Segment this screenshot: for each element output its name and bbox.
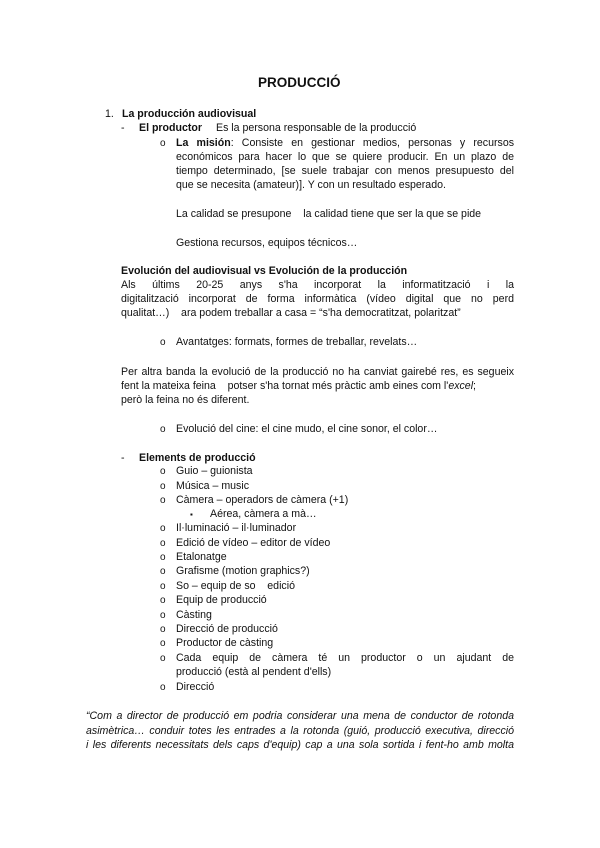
- circle-bullet: o: [160, 337, 166, 348]
- list-item: Càmera – operadors de càmera (+1): [176, 494, 349, 506]
- dash-bullet: -: [121, 122, 125, 134]
- avantatges-text: Avantatges: formats, formes de treballar, revelats…: [176, 336, 418, 348]
- list-item: Música – music: [176, 480, 249, 492]
- quote-line-2: asimètrica… conduir totes les entrades a la rotonda (guió, producció executiva, direcció: [86, 725, 514, 737]
- mision-line-3: tiempo determinado, [se suele trabajar con menos presupuesto del: [176, 165, 514, 177]
- list-item-continuation: producció (està al pendent d'ells): [176, 666, 332, 678]
- list-item: Il·luminació – il·luminador: [176, 522, 297, 534]
- mision-label: La misión: [176, 137, 231, 149]
- dash-bullet: -: [121, 452, 125, 464]
- circle-bullet: o: [160, 523, 166, 534]
- page-title: PRODUCCIÓ: [258, 75, 341, 90]
- circle-bullet: o: [160, 138, 166, 149]
- list-item: Etalonatge: [176, 551, 227, 563]
- circle-bullet: o: [160, 682, 166, 693]
- circle-bullet: o: [160, 610, 166, 621]
- list-item: Grafisme (motion graphics?): [176, 565, 310, 577]
- circle-bullet: o: [160, 538, 166, 549]
- paragraph-line-3: però la feina no és diferent.: [121, 394, 250, 406]
- paragraph-line-1: Per altra banda la evolució de la producció no ha canviat gairebé res, es segueix: [121, 366, 514, 378]
- circle-bullet: o: [160, 638, 166, 649]
- excel-word: excel: [448, 380, 474, 392]
- list-item: Direcció de producció: [176, 623, 278, 635]
- gestiona-text: Gestiona recursos, equipos técnicos…: [176, 237, 358, 249]
- elements-heading: Elements de producció: [139, 452, 256, 464]
- productor-text: Es la persona responsable de la producció: [216, 122, 417, 134]
- circle-bullet: o: [160, 624, 166, 635]
- square-bullet: ▪: [190, 510, 193, 519]
- evolucion-line-1: Als últims 20-25 anys s'ha incorporat la informatització i la: [121, 279, 514, 291]
- productor-label: El productor: [139, 122, 202, 134]
- section-heading: La producción audiovisual: [122, 108, 257, 120]
- circle-bullet: o: [160, 566, 166, 577]
- paragraph-line-2-end: ;: [473, 380, 476, 392]
- evolucion-heading: Evolución del audiovisual vs Evolución de la producción: [121, 265, 408, 277]
- circle-bullet: o: [160, 552, 166, 563]
- list-item: Productor de càsting: [176, 637, 274, 649]
- circle-bullet: o: [160, 481, 166, 492]
- mision-line-1: [176, 137, 514, 150]
- evolucion-line-2: digitalització incorporat de forma informàtica (vídeo digital que no perd: [121, 293, 514, 305]
- list-item: Cada equip de càmera té un productor o un ajudant de: [176, 652, 514, 664]
- mision-line-4: que se necesita (amateur)]. Y con un resultado esperado.: [176, 179, 446, 191]
- list-item: Equip de producció: [176, 594, 267, 606]
- cine-text: Evolució del cine: el cine mudo, el cine sonor, el color…: [176, 423, 438, 435]
- list-item: Càsting: [176, 609, 212, 621]
- calidad-text: La calidad se presupone la calidad tiene que ser la que se pide: [176, 208, 482, 220]
- mision-line-2: económicos para hacer lo que se quiere producir. En un plazo de: [176, 151, 514, 163]
- list-item: Guio – guionista: [176, 465, 253, 477]
- circle-bullet: o: [160, 424, 166, 435]
- circle-bullet: o: [160, 653, 166, 664]
- circle-bullet: o: [160, 495, 166, 506]
- paragraph-line-2: [121, 380, 476, 393]
- list-item: Edició de vídeo – editor de vídeo: [176, 537, 331, 549]
- circle-bullet: o: [160, 595, 166, 606]
- quote-line-3: i les diferents necessitats dels caps d'equip) cap a una sola sortida i fent-ho amb molta: [86, 739, 514, 751]
- quote-line-1: “Com a director de producció em podria considerar una mena de conductor de rotonda: [86, 710, 514, 722]
- evolucion-line-3: qualitat…) ara podem treballar a casa = “s'ha democratitzat, polaritzat”: [121, 307, 461, 319]
- sub-list-item: Aérea, càmera a mà…: [210, 508, 317, 520]
- section-number: 1.: [105, 108, 114, 120]
- list-item: Direcció: [176, 681, 215, 693]
- circle-bullet: o: [160, 581, 166, 592]
- paragraph-line-2-text: fent la mateixa feina potser s'ha tornat més pràctic amb eines com l': [121, 380, 449, 392]
- list-item: So – equip de so edició: [176, 580, 295, 592]
- circle-bullet: o: [160, 466, 166, 477]
- mision-line-1-text: : Consiste en gestionar medios, personas y recursos: [230, 137, 515, 149]
